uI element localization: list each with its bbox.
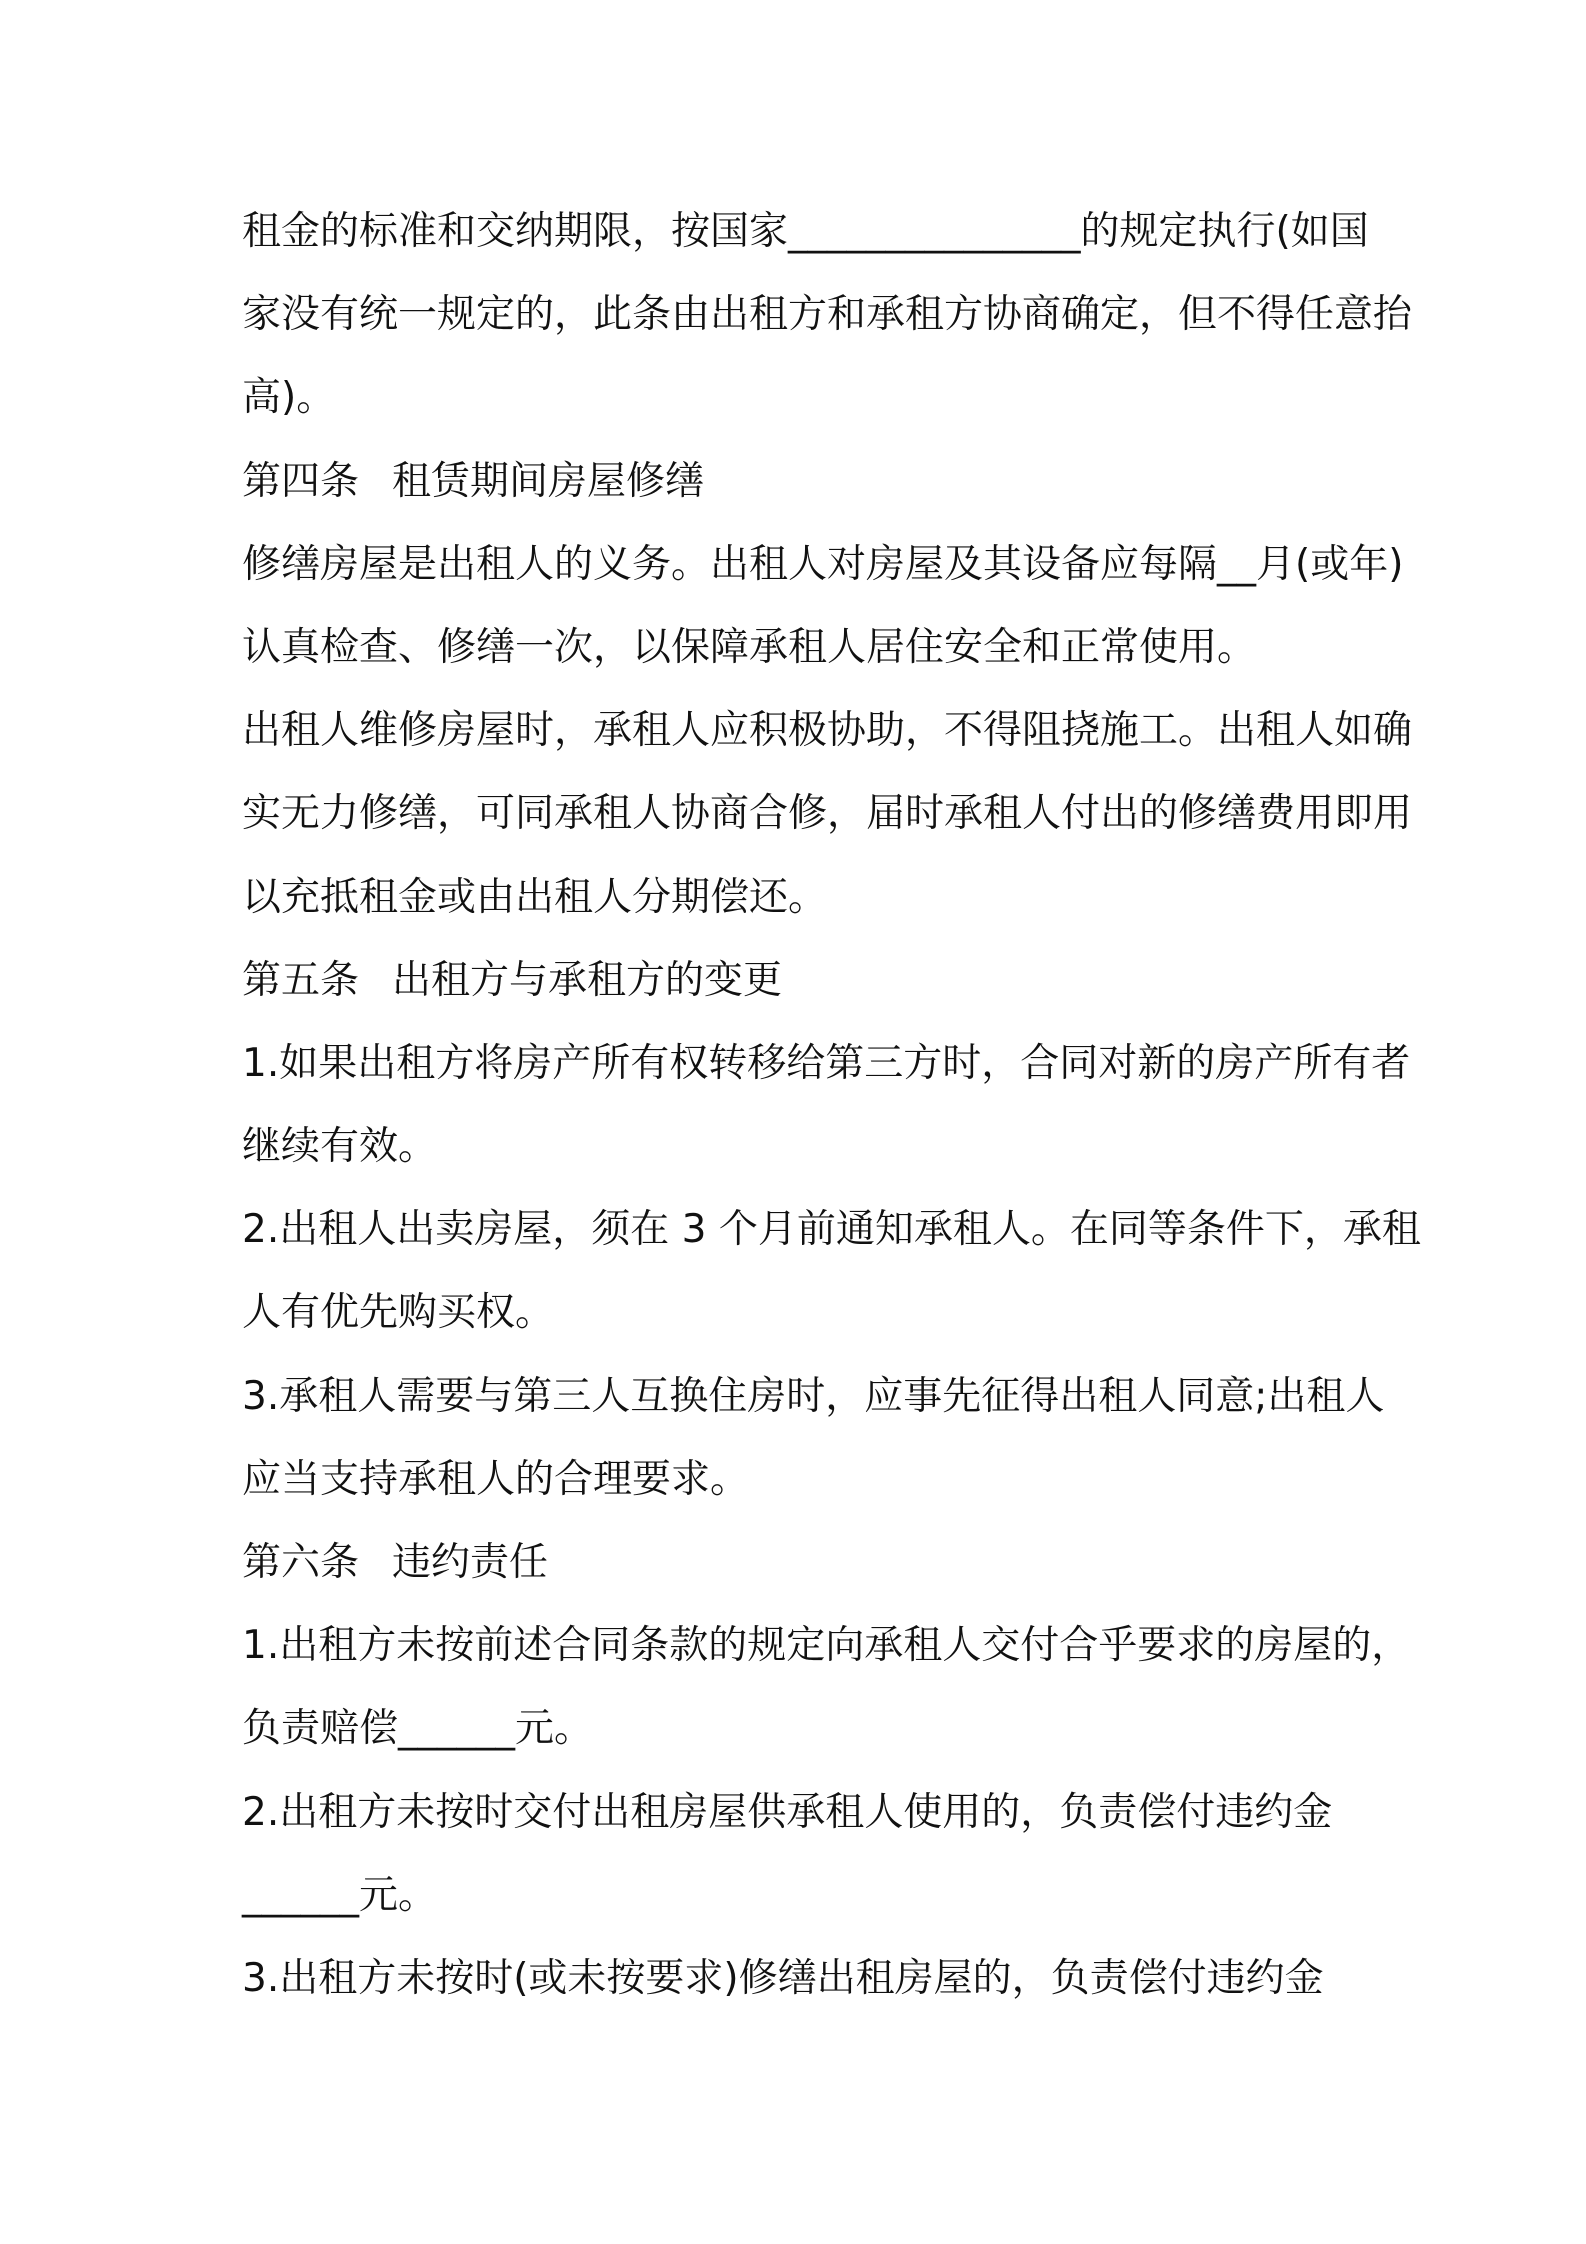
article-heading-4 bbox=[242, 440, 1362, 523]
paragraph-line: 出租人维修房屋时，承租人应积极协助，不得阻挠施工。出租人如确 bbox=[242, 708, 1413, 754]
paragraph-line: 租金的标准和交纳期限，按国家_______________的规定执行(如国 bbox=[242, 209, 1369, 254]
article-heading-6 bbox=[242, 1521, 1362, 1604]
paragraph-line: 修缮房屋是出租人的义务。出租人对房屋及其设备应每隔__月(或年) bbox=[242, 541, 1404, 587]
paragraph-line: 认真检查、修缮一次，以保障承租人居住安全和正常使用。 bbox=[242, 624, 1257, 670]
paragraph-line: 2.出租方未按时交付出租房屋供承租人使用的，负责偿付违约金 bbox=[242, 1789, 1333, 1835]
article-title: 违约责任 bbox=[392, 1540, 549, 1585]
article-title: 出租方与承租方的变更 bbox=[392, 957, 783, 1003]
article-title: 租赁期间房屋修缮 bbox=[392, 458, 705, 504]
paragraph-line: 实无力修缮，可同承租人协商合修，届时承租人付出的修缮费用即用 bbox=[242, 791, 1413, 837]
paragraph-line: 1.出租方未按前述合同条款的规定向承租人交付合乎要求的房屋的， bbox=[242, 1623, 1411, 1669]
article-number: 第六条 bbox=[242, 1540, 360, 1585]
article-number: 第四条 bbox=[242, 458, 360, 504]
paragraph-line: 以充抵租金或由出租人分期偿还。 bbox=[242, 874, 828, 920]
paragraph-line: ______元。 bbox=[242, 1872, 438, 1918]
paragraph-line: 3.出租方未按时(或未按要求)修缮出租房屋的，负责偿付违约金 bbox=[242, 1955, 1324, 2001]
paragraph-line: 2.出租人出卖房屋，须在 3 个月前通知承租人。在同等条件下，承租 bbox=[242, 1207, 1421, 1253]
paragraph-line: 继续有效。 bbox=[242, 1124, 438, 1170]
paragraph-line: 负责赔偿______元。 bbox=[242, 1706, 594, 1752]
paragraph-line: 人有优先购买权。 bbox=[242, 1290, 555, 1336]
article-heading-5 bbox=[242, 939, 1362, 1022]
paragraph-line: 高)。 bbox=[242, 375, 336, 421]
paragraph-line: 应当支持承租人的合理要求。 bbox=[242, 1456, 750, 1502]
article-number: 第五条 bbox=[242, 957, 360, 1003]
paragraph-line: 1.如果出租方将房产所有权转移给第三方时，合同对新的房产所有者 bbox=[242, 1040, 1411, 1086]
paragraph-line: 家没有统一规定的，此条由出租方和承租方协商确定，但不得任意抬 bbox=[242, 292, 1413, 338]
paragraph-line: 3.承租人需要与第三人互换住房时，应事先征得出租人同意;出租人 bbox=[242, 1373, 1385, 1419]
document-body bbox=[242, 190, 1421, 2020]
